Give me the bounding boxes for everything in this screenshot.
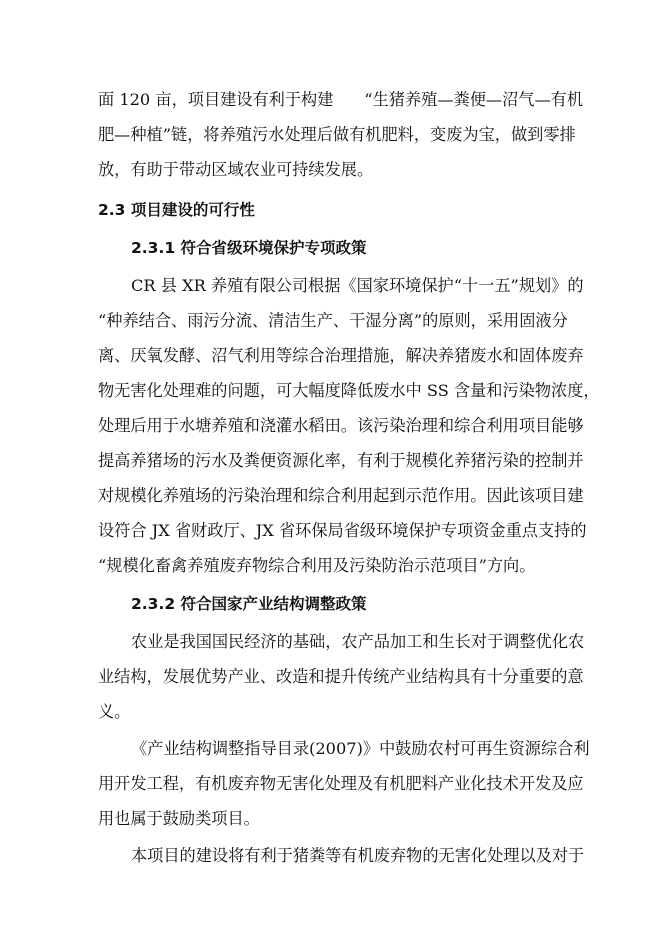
paragraph-line: 物无害化处理难的问题，可大幅度降低废水中 SS 含量和污染物浓度， xyxy=(98,381,600,400)
paragraph-line: 放，有助于带动区域农业可持续发展。 xyxy=(98,160,374,179)
paragraph-line: 提高养猪场的污水及粪便资源化率，有利于规模化养猪污染的控制并 xyxy=(98,451,584,470)
paragraph-line: 农业是我国国民经济的基础，农产品加工和生长对于调整优化农 xyxy=(131,632,585,651)
paragraph-line: 本项目的建设将有利于猪粪等有机废弃物的无害化处理以及对于 xyxy=(131,846,585,865)
subsection-heading-2-3-1: 2.3.1 符合省级环境保护专项政策 xyxy=(131,239,367,257)
subsection-heading-2-3-2: 2.3.2 符合国家产业结构调整政策 xyxy=(131,595,367,613)
paragraph-line: 用也属于鼓励类项目。 xyxy=(98,809,260,828)
paragraph-line: 设符合 JX 省财政厅、JX 省环保局省级环境保护专项资金重点支持的 xyxy=(98,521,587,540)
paragraph-line: 离、厌氧发酵、沼气利用等综合治理措施，解决养猪废水和固体废弃 xyxy=(98,346,584,365)
paragraph-line: 肥—种植”链，将养殖污水处理后做有机肥料，变废为宝，做到零排 xyxy=(98,125,576,144)
paragraph-line: 义。 xyxy=(98,702,131,721)
paragraph-line: “种养结合、雨污分流、清洁生产、干湿分离”的原则，采用固液分 xyxy=(98,311,568,330)
paragraph-line: CR 县 XR 养殖有限公司根据《国家环境保护“十一五”规划》的 xyxy=(131,276,584,295)
paragraph-line: 《产业结构调整指导目录(2007)》中鼓励农村可再生资源综合利 xyxy=(131,739,590,758)
paragraph-line: 业结构，发展优势产业、改造和提升传统产业结构具有十分重要的意 xyxy=(98,667,584,686)
paragraph-line: “规模化畜禽养殖废弃物综合利用及污染防治示范项目”方向。 xyxy=(98,556,536,575)
paragraph-line: 对规模化养殖场的污染治理和综合利用起到示范作用。因此该项目建 xyxy=(98,486,584,505)
paragraph-line: 用开发工程，有机废弃物无害化处理及有机肥料产业化技术开发及应 xyxy=(98,774,584,793)
paragraph-line: 面 120 亩，项目建设有利于构建 “生猪养殖—粪便—沼气—有机 xyxy=(98,90,584,109)
section-heading-2-3: 2.3 项目建设的可行性 xyxy=(98,201,255,219)
paragraph-line: 处理后用于水塘养殖和浇灌水稻田。该污染治理和综合利用项目能够 xyxy=(98,416,584,435)
